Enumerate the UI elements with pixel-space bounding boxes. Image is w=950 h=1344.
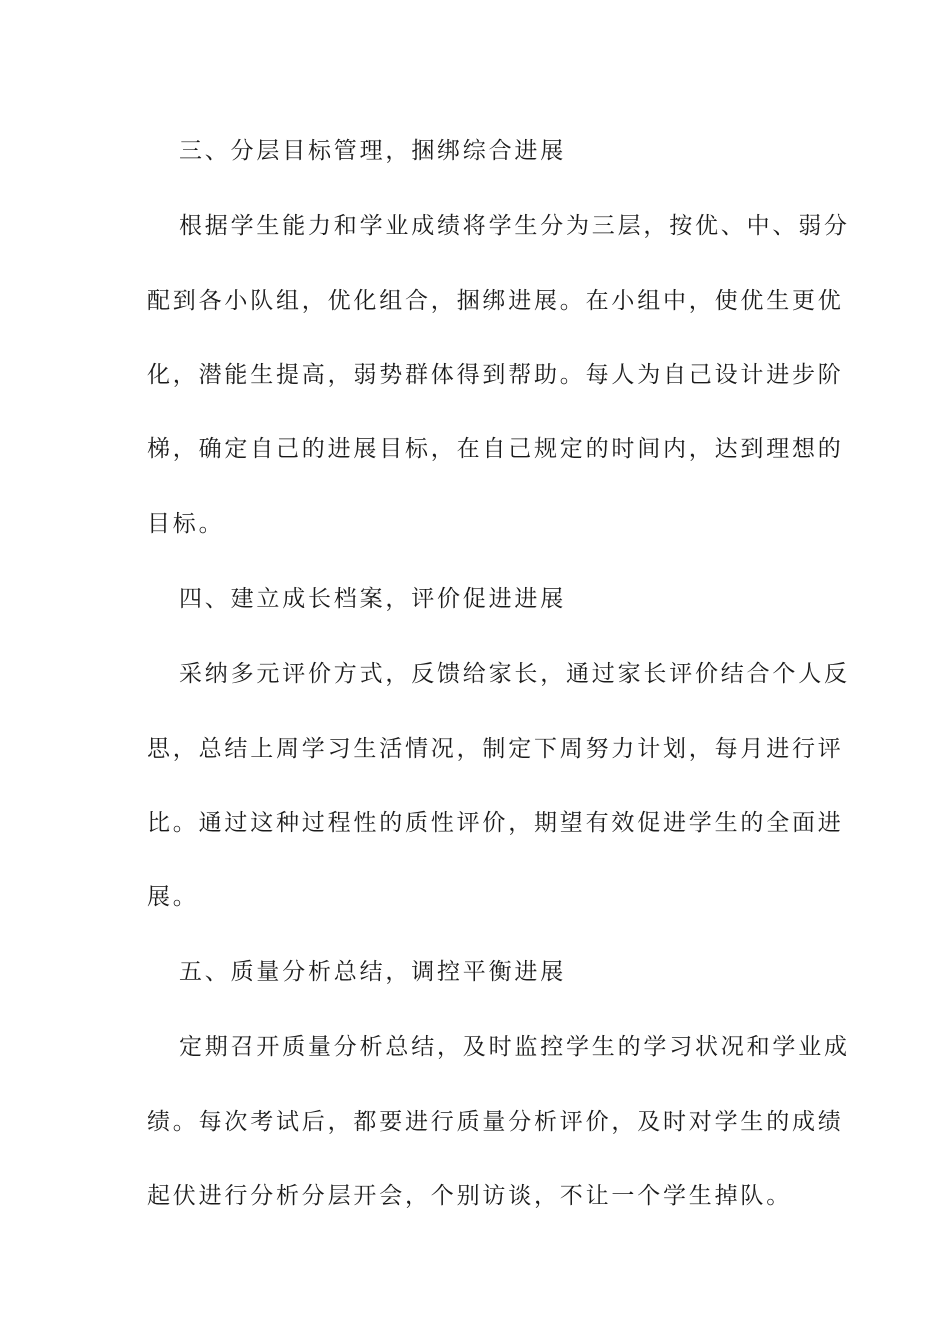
paragraph-line: 思，总结上周学习生活情况，制定下周努力计划，每月进行评 [147,736,844,762]
paragraph-line: 起伏进行分析分层开会，个别访谈，不让一个学生掉队。 [147,1183,792,1209]
paragraph-line: 绩。每次考试后，都要进行质量分析评价，及时对学生的成绩 [147,1109,844,1135]
paragraph-line: 比。通过这种过程性的质性评价，期望有效促进学生的全面进 [147,810,844,836]
paragraph-line: 采纳多元评价方式，反馈给家长，通过家长评价结合个人反 [179,661,850,687]
paragraph-line: 定期召开质量分析总结，及时监控学生的学习状况和学业成 [179,1034,850,1060]
paragraph-line: 目标。 [147,511,225,537]
paragraph-line: 梯，确定自己的进展目标，在自己规定的时间内，达到理想的 [147,436,844,462]
paragraph-line: 化，潜能生提高，弱势群体得到帮助。每人为自己设计进步阶 [147,362,844,388]
paragraph-line: 展。 [147,884,199,910]
section-heading-3: 三、分层目标管理，捆绑综合进展 [179,138,566,164]
section-heading-5: 五、质量分析总结，调控平衡进展 [179,959,566,985]
section-heading-4: 四、建立成长档案，评价促进进展 [179,586,566,612]
paragraph-line: 配到各小队组，优化组合，捆绑进展。在小组中，使优生更优 [147,288,844,314]
paragraph-line: 根据学生能力和学业成绩将学生分为三层，按优、中、弱分 [179,213,850,239]
